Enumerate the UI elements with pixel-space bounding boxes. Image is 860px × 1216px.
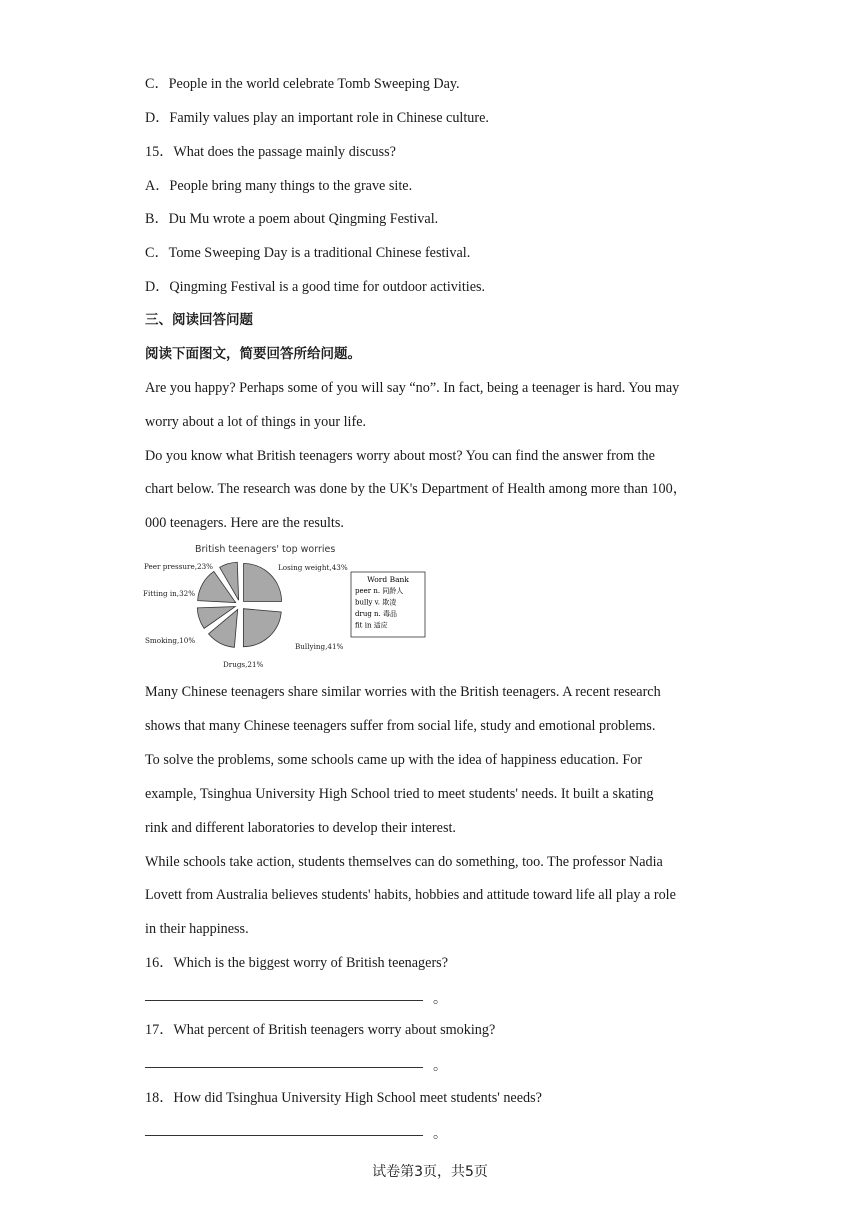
answer-18[interactable] [145, 1123, 447, 1143]
answer-18-period: 。 [433, 1127, 447, 1142]
pie-label-losing-weight: Losing weight,43% [278, 563, 348, 572]
option-14d: D．Family values play an important role in Chinese culture. [145, 110, 489, 126]
question-16: 16．Which is the biggest worry of British teenagers? [145, 955, 448, 971]
option-15c: C．Tome Sweeping Day is a traditional Chinese festival. [145, 245, 471, 261]
paragraph-1-line-2: worry about a lot of things in your life. [145, 414, 367, 430]
answer-16[interactable] [145, 988, 447, 1008]
paragraph-2-line-2: chart below. The research was done by the UK's Department of Health among more than 100， [145, 481, 687, 497]
word-bank-entry: bully v. 欺凌 [355, 598, 397, 607]
pie-slice-bullying [243, 609, 281, 647]
paragraph-3-line-2: shows that many Chinese teenagers suffer from social life, study and emotional problems. [145, 718, 656, 734]
paragraph-5-line-2: Lovett from Australia believes students' habits, hobbies and attitude toward life all play a role [145, 887, 676, 903]
paragraph-4-line-3: rink and different laboratories to develop their interest. [145, 820, 456, 836]
option-15a: A．People bring many things to the grave site. [145, 178, 413, 194]
paragraph-2-line-3: 000 teenagers. Here are the results. [145, 515, 344, 531]
paragraph-3-line-1: Many Chinese teenagers share similar worries with the British teenagers. A recent research [145, 684, 661, 700]
pie-label-bullying: Bullying,41% [295, 642, 344, 651]
pie-label-drugs: Drugs,21% [223, 660, 264, 669]
pie-label-smoking: Smoking,10% [145, 636, 196, 645]
paragraph-2-line-1: Do you know what British teenagers worry about most? You can find the answer from the [145, 448, 655, 464]
pie-slice-losing-weight [244, 563, 282, 601]
option-15d: D．Qingming Festival is a good time for outdoor activities. [145, 279, 486, 295]
paragraph-5-line-1: While schools take action, students themselves can do something, too. The professor Nadia [145, 854, 663, 870]
answer-17-period: 。 [433, 1059, 447, 1074]
page-footer: 试卷第3页，共5页 [372, 1164, 488, 1180]
question-17: 17．What percent of British teenagers worry about smoking? [145, 1022, 496, 1038]
paragraph-4-line-2: example, Tsinghua University High School tried to meet students' needs. It built a skating [145, 786, 654, 802]
answer-16-period: 。 [433, 992, 447, 1007]
section-heading: 三、阅读回答问题 [145, 312, 253, 328]
word-bank-entries [355, 586, 403, 630]
paragraph-4-line-1: To solve the problems, some schools came up with the idea of happiness education. For [145, 752, 643, 768]
word-bank-entry: fit in 适应 [355, 621, 388, 630]
answer-17[interactable] [145, 1055, 447, 1075]
pie-label-peer-pressure: Peer pressure,23% [144, 562, 213, 571]
question-15: 15．What does the passage mainly discuss? [145, 144, 396, 160]
pie-slices [197, 562, 281, 647]
option-14c: C．People in the world celebrate Tomb Sweeping Day. [145, 76, 460, 92]
word-bank [351, 572, 425, 637]
chart-title: British teenagers' top worries [195, 544, 336, 555]
pie-label-fitting-in: Fitting in,32% [143, 589, 196, 598]
option-15b: B．Du Mu wrote a poem about Qingming Festival. [145, 211, 439, 227]
paragraph-1-line-1: Are you happy? Perhaps some of you will say “no”. In fact, being a teenager is hard. You may [145, 380, 680, 396]
word-bank-entry: drug n. 毒品 [355, 610, 397, 618]
question-18: 18．How did Tsinghua University High School meet students' needs? [145, 1090, 542, 1106]
worries-pie-chart [140, 538, 440, 670]
word-bank-entry: peer n. 同龄人 [355, 587, 404, 595]
section-instruction: 阅读下面图文，简要回答所给问题。 [145, 346, 361, 362]
paragraph-5-line-3: in their happiness. [145, 921, 249, 937]
word-bank-title: Word Bank [367, 575, 409, 584]
